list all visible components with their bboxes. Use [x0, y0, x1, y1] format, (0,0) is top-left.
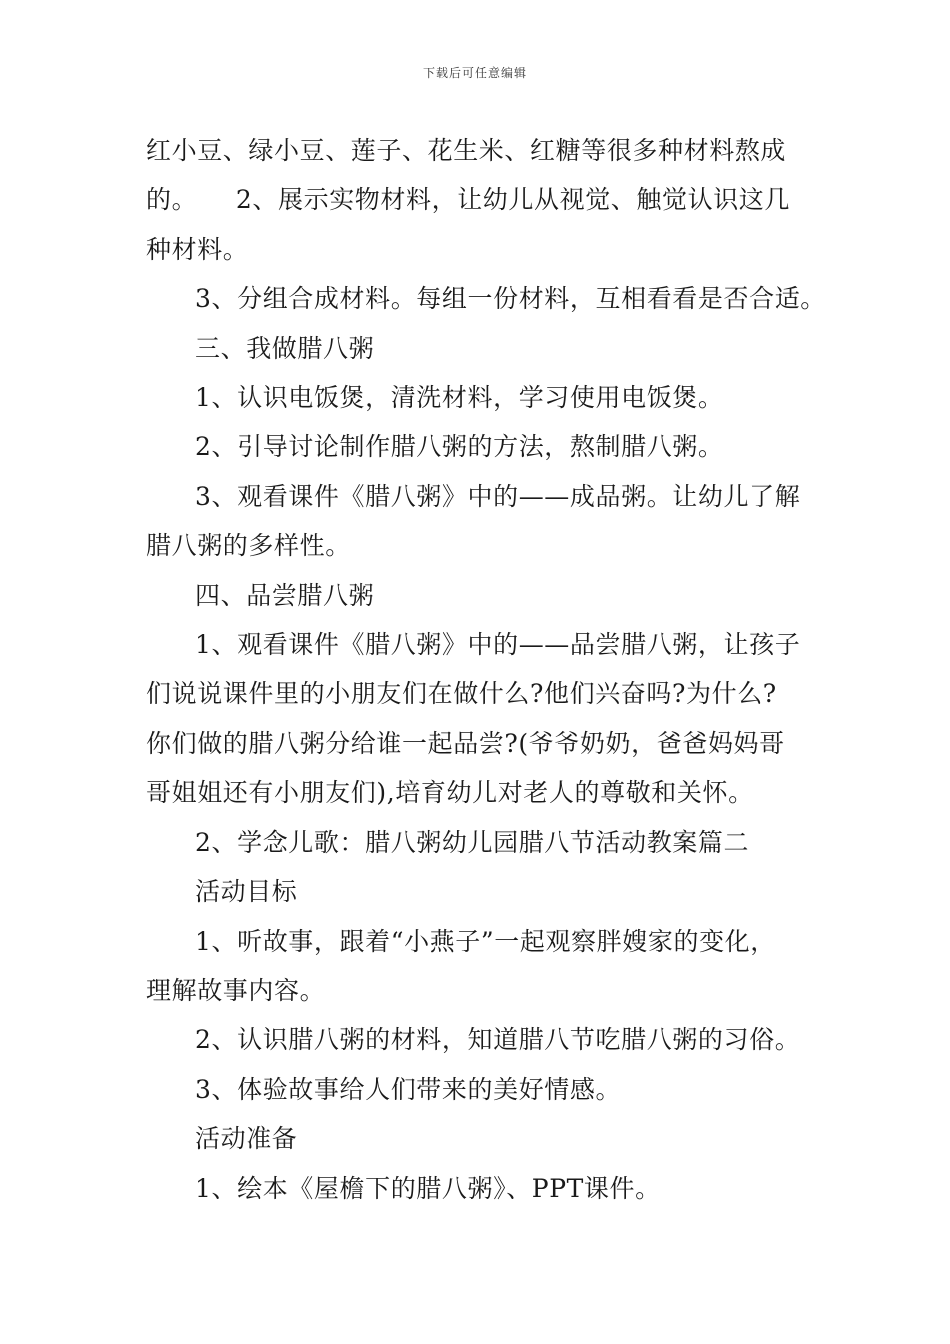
text-line: 3、观看课件《腊八粥》中的——成品粥。让幼儿了解 — [195, 481, 801, 511]
text-line: 哥姐姐还有小朋友们),培育幼儿对老人的尊敬和关怀。 — [146, 778, 754, 808]
text-line: 种材料。 — [146, 234, 249, 264]
text-line: 红小豆、绿小豆、莲子、花生米、红糖等很多种材料熬成 — [146, 136, 787, 165]
text-line: 腊八粥的多样性。 — [146, 531, 351, 561]
section-heading: 四、品尝腊八粥 — [195, 580, 375, 610]
text-line: 你们做的腊八粥分给谁一起品尝?(爷爷奶奶，爸爸妈妈哥 — [146, 728, 785, 758]
page-header-note: 下载后可任意编辑 — [422, 66, 527, 80]
text-line: 1、观看课件《腊八粥》中的——品尝腊八粥，让孩子 — [195, 630, 801, 660]
text-line: 3、分组合成材料。每组一份材料，互相看看是否合适。 — [195, 284, 826, 314]
text-line: 的。 2、展示实物材料，让幼儿从视觉、触觉认识这几 — [146, 185, 791, 215]
text-line: 1、绘本《屋檐下的腊八粥》、PPT课件。 — [195, 1173, 661, 1203]
text-line: 们说说课件里的小朋友们在做什么?他们兴奋吗?为什么? — [146, 679, 777, 709]
text-line: 1、认识电饭煲，清洗材料，学习使用电饭煲。 — [195, 383, 724, 413]
section-heading: 活动准备 — [195, 1124, 298, 1154]
text-line: 1、听故事，跟着“小燕子”一起观察胖嫂家的变化， — [195, 926, 776, 956]
text-line: 理解故事内容。 — [146, 975, 326, 1005]
section-heading: 活动目标 — [195, 877, 298, 907]
text-line: 2、学念儿歌：腊八粥幼儿园腊八节活动教案篇二 — [195, 827, 750, 857]
section-heading: 三、我做腊八粥 — [195, 333, 375, 363]
text-line: 2、引导讨论制作腊八粥的方法，熬制腊八粥。 — [195, 432, 724, 462]
text-line: 3、体验故事给人们带来的美好情感。 — [195, 1074, 622, 1104]
document-body — [146, 126, 826, 1213]
text-line: 2、认识腊八粥的材料，知道腊八节吃腊八粥的习俗。 — [195, 1025, 801, 1055]
